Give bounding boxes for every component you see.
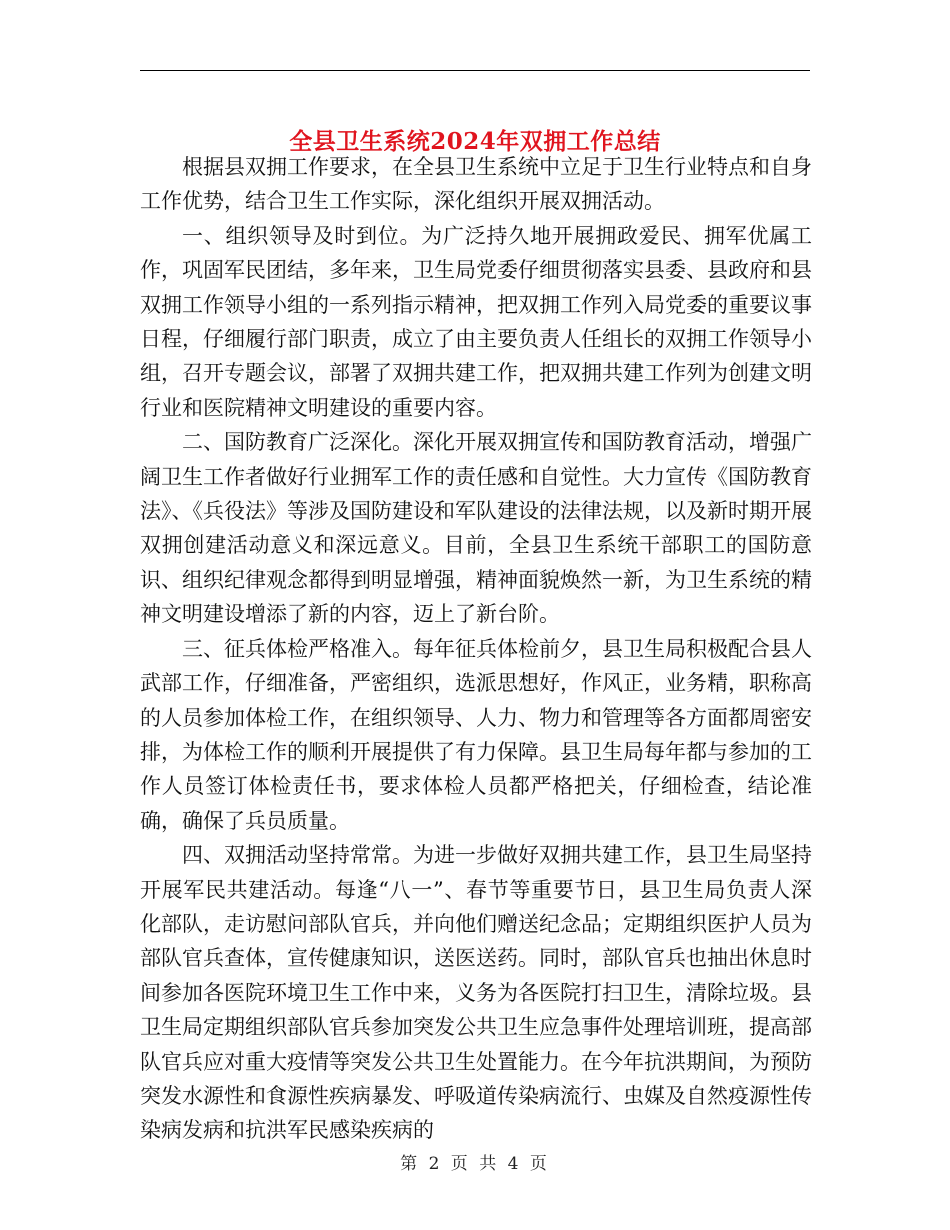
paragraph-conscription-exam: 三、征兵体检严格准入。每年征兵体检前夕，县卫生局积极配合县人武部工作，仔细准备，严密组织，选派思想好，作风正，业务精，职称高的人员参加体检工作，在组织领导、人力、物力和管理等各方面都周密安排，为体检工作的顺利开展提供了有力保障。县卫生局每年都与参加的工作人员签订体检责任书，要求体检人员都严格把关，仔细检查，结论准确，确保了兵员质量。 [140, 636, 812, 833]
document-title: 全县卫生系统2024年双拥工作总结 [289, 128, 661, 156]
paragraph-defense-education: 二、国防教育广泛深化。深化开展双拥宣传和国防教育活动，增强广阔卫生工作者做好行业拥军工作的责任感和自觉性。大力宣传《国防教育法》、《兵役法》等涉及国防建设和军队建设的法律法规，以及新时期开展双拥创建活动意义和深远意义。目前，全县卫生系统干部职工的国防意识、组织纪律观念都得到明显增强，精神面貌焕然一新，为卫生系统的精神文明建设增添了新的内容，迈上了新台阶。 [140, 430, 812, 627]
paragraph-organization: 一、组织领导及时到位。为广泛持久地开展拥政爱民、拥军优属工作，巩固军民团结，多年来，卫生局党委仔细贯彻落实县委、县政府和县双拥工作领导小组的一系列指示精神，把双拥工作列入局党委的重要议事日程，仔细履行部门职责，成立了由主要负责人任组长的双拥工作领导小组，召开专题会议，部署了双拥共建工作，把双拥共建工作列为创建文明行业和医院精神文明建设的重要内容。 [140, 223, 812, 420]
document-body [140, 150, 812, 1148]
paragraph-intro: 根据县双拥工作要求，在全县卫生系统中立足于卫生行业特点和自身工作优势，结合卫生工作实际，深化组织开展双拥活动。 [140, 155, 812, 214]
header-rule [140, 70, 810, 71]
page-number: 第 2 页 共 4 页 [400, 1154, 550, 1174]
paragraph-activities: 四、双拥活动坚持常常。为进一步做好双拥共建工作，县卫生局坚持开展军民共建活动。每逢“八一”、春节等重要节日，县卫生局负责人深化部队，走访慰问部队官兵，并向他们赠送纪念品；定期组织医护人员为部队官兵查体，宣传健康知识，送医送药。同时，部队官兵也抽出休息时间参加各医院环境卫生工作中来，义务为各医院打扫卫生，清除垃圾。县卫生局定期组织部队官兵参加突发公共卫生应急事件处理培训班，提高部队官兵应对重大疫情等突发公共卫生处置能力。在今年抗洪期间，为预防突发水源性和食源性疾病暴发、呼吸道传染病流行、虫媒及自然疫源性传染病发病和抗洪军民感染疾病的 [140, 843, 812, 1143]
